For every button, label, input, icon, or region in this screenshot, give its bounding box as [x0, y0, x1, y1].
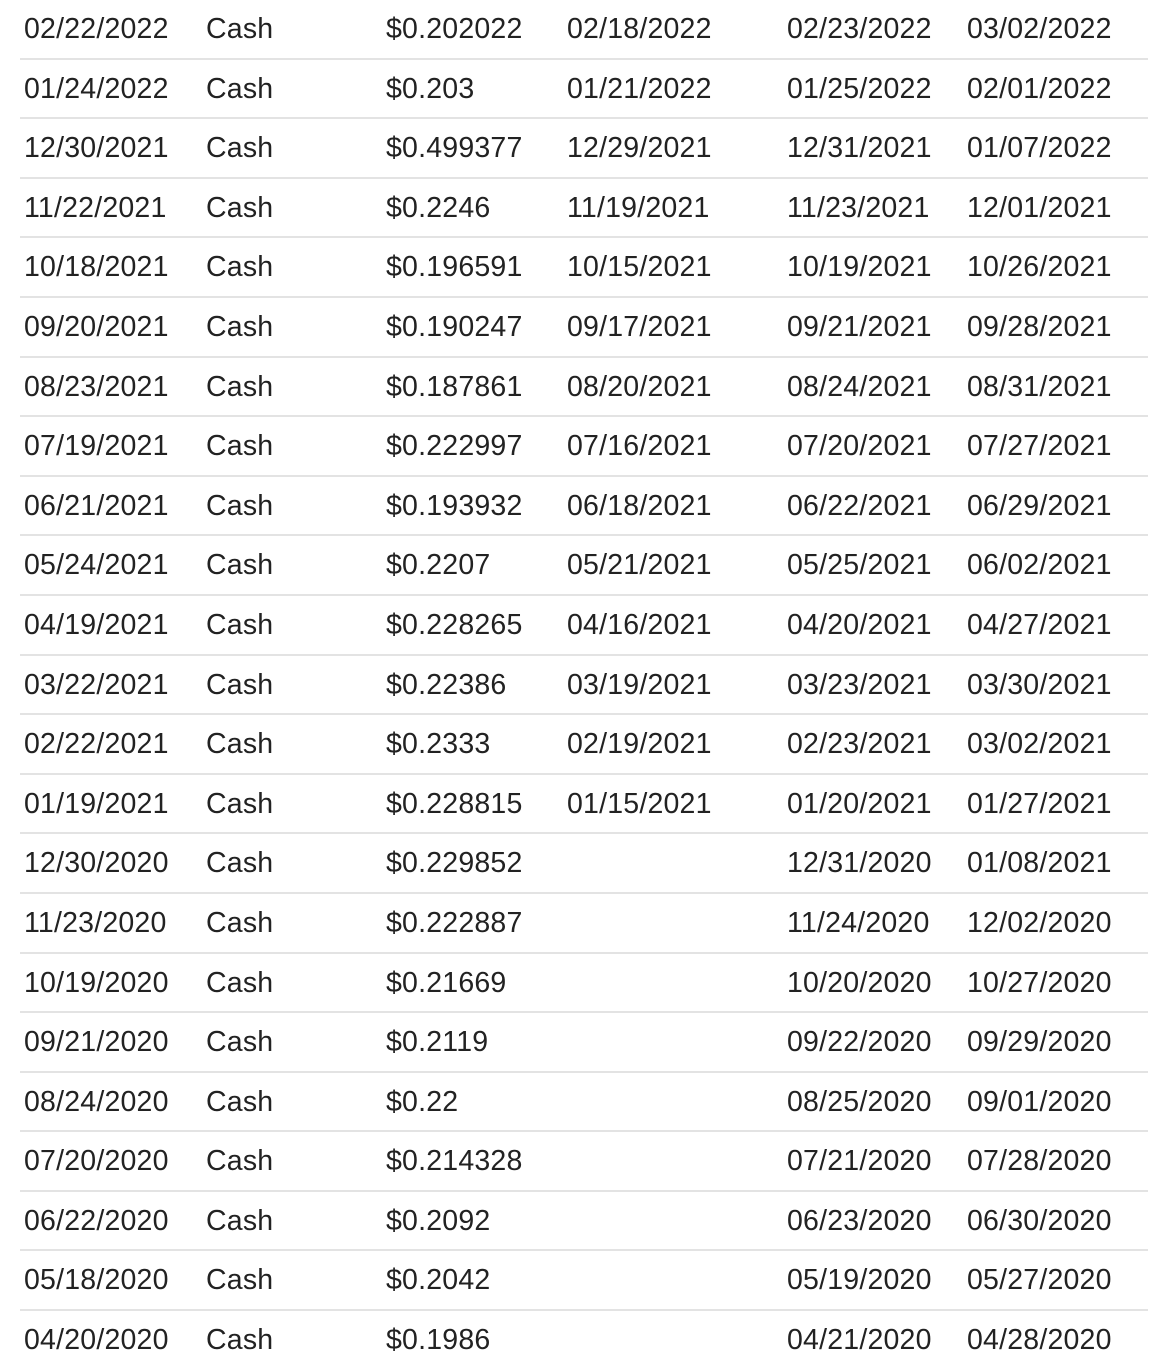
declaration-date-cell: 02/18/2022 [567, 13, 712, 45]
amount-cell: $0.2246 [386, 191, 491, 224]
table-row [20, 358, 1148, 418]
type-cell: Cash [206, 1085, 274, 1118]
amount-cell: $0.228815 [386, 787, 523, 820]
table-row [20, 656, 1148, 716]
pay-date-cell: 06/02/2021 [967, 549, 1112, 582]
amount-cell: $0.499377 [386, 132, 523, 165]
type-cell: Cash [206, 251, 274, 284]
table-row [20, 1251, 1148, 1311]
type-cell: Cash [206, 549, 274, 582]
pay-date-cell: 02/01/2022 [967, 72, 1112, 105]
ex-date-cell: 08/24/2020 [24, 1085, 169, 1118]
dividend-history-table [20, 0, 1148, 1371]
table-row [20, 477, 1148, 537]
pay-date-cell: 04/27/2021 [967, 608, 1112, 641]
table-row [20, 298, 1148, 358]
ex-date-cell: 09/20/2021 [24, 310, 169, 343]
record-date-cell: 12/31/2021 [787, 132, 932, 165]
ex-date-cell: 12/30/2021 [24, 132, 169, 165]
record-date-cell: 11/23/2021 [787, 191, 930, 224]
pay-date-cell: 03/02/2021 [967, 728, 1112, 761]
ex-date-cell: 08/23/2021 [24, 370, 169, 403]
table-row [20, 1192, 1148, 1252]
type-cell: Cash [206, 191, 274, 224]
type-cell: Cash [206, 310, 274, 343]
table-row [20, 1311, 1148, 1371]
table-row [20, 715, 1148, 775]
type-cell: Cash [206, 608, 274, 641]
amount-cell: $0.203 [386, 72, 475, 105]
amount-cell: $0.2119 [386, 1026, 489, 1059]
record-date-cell: 06/23/2020 [787, 1204, 932, 1237]
type-cell: Cash [206, 966, 274, 999]
declaration-date-cell: 01/15/2021 [567, 787, 712, 820]
ex-date-cell: 01/24/2022 [24, 72, 169, 105]
ex-date-cell: 04/20/2020 [24, 1324, 169, 1357]
record-date-cell: 08/24/2021 [787, 370, 932, 403]
declaration-date-cell: 10/15/2021 [567, 251, 712, 284]
ex-date-cell: 05/18/2020 [24, 1264, 169, 1297]
record-date-cell: 03/23/2021 [787, 668, 932, 701]
ex-date-cell: 07/19/2021 [24, 430, 169, 463]
amount-cell: $0.2092 [386, 1204, 491, 1237]
amount-cell: $0.214328 [386, 1145, 523, 1178]
record-date-cell: 07/21/2020 [787, 1145, 932, 1178]
amount-cell: $0.2207 [386, 549, 491, 582]
type-cell: Cash [206, 489, 274, 522]
amount-cell: $0.22386 [386, 668, 507, 701]
record-date-cell: 01/25/2022 [787, 72, 932, 105]
amount-cell: $0.229852 [386, 847, 523, 880]
pay-date-cell: 07/27/2021 [967, 430, 1112, 463]
type-cell: Cash [206, 1026, 274, 1059]
record-date-cell: 07/20/2021 [787, 430, 932, 463]
pay-date-cell: 09/29/2020 [967, 1026, 1112, 1059]
declaration-date-cell: 04/16/2021 [567, 608, 712, 641]
pay-date-cell: 09/28/2021 [967, 310, 1112, 343]
amount-cell: $0.2333 [386, 728, 491, 761]
declaration-date-cell: 01/21/2022 [567, 72, 712, 105]
record-date-cell: 02/23/2021 [787, 728, 932, 761]
record-date-cell: 05/19/2020 [787, 1264, 932, 1297]
record-date-cell: 10/19/2021 [787, 251, 932, 284]
type-cell: Cash [206, 668, 274, 701]
declaration-date-cell: 02/19/2021 [567, 728, 712, 761]
pay-date-cell: 01/27/2021 [967, 787, 1112, 820]
pay-date-cell: 06/29/2021 [967, 489, 1112, 522]
pay-date-cell: 05/27/2020 [967, 1264, 1112, 1297]
type-cell: Cash [206, 787, 274, 820]
record-date-cell: 10/20/2020 [787, 966, 932, 999]
record-date-cell: 04/20/2021 [787, 608, 932, 641]
type-cell: Cash [206, 1204, 274, 1237]
table-row [20, 596, 1148, 656]
record-date-cell: 04/21/2020 [787, 1324, 932, 1357]
record-date-cell: 09/21/2021 [787, 310, 932, 343]
ex-date-cell: 10/18/2021 [24, 251, 169, 284]
pay-date-cell: 12/01/2021 [967, 191, 1112, 224]
ex-date-cell: 02/22/2021 [24, 728, 169, 761]
declaration-date-cell: 03/19/2021 [567, 668, 712, 701]
pay-date-cell: 10/27/2020 [967, 966, 1112, 999]
table-row [20, 1013, 1148, 1073]
table-row [20, 775, 1148, 835]
amount-cell: $0.196591 [386, 251, 523, 284]
type-cell: Cash [206, 430, 274, 463]
declaration-date-cell: 09/17/2021 [567, 310, 712, 343]
table-row [20, 60, 1148, 120]
amount-cell: $0.2042 [386, 1264, 491, 1297]
type-cell: Cash [206, 1264, 274, 1297]
amount-cell: $0.222887 [386, 906, 523, 939]
record-date-cell: 08/25/2020 [787, 1085, 932, 1118]
type-cell: Cash [206, 72, 274, 105]
amount-cell: $0.21669 [386, 966, 507, 999]
record-date-cell: 11/24/2020 [787, 906, 930, 939]
type-cell: Cash [206, 847, 274, 880]
table-row [20, 119, 1148, 179]
declaration-date-cell: 07/16/2021 [567, 430, 712, 463]
amount-cell: $0.1986 [386, 1324, 491, 1357]
pay-date-cell: 12/02/2020 [967, 906, 1112, 939]
type-cell: Cash [206, 1145, 274, 1178]
record-date-cell: 12/31/2020 [787, 847, 932, 880]
table-row [20, 238, 1148, 298]
pay-date-cell: 04/28/2020 [967, 1324, 1112, 1357]
table-row [20, 1073, 1148, 1133]
pay-date-cell: 09/01/2020 [967, 1085, 1112, 1118]
type-cell: Cash [206, 728, 274, 761]
record-date-cell: 01/20/2021 [787, 787, 932, 820]
ex-date-cell: 06/22/2020 [24, 1204, 169, 1237]
type-cell: Cash [206, 906, 274, 939]
record-date-cell: 06/22/2021 [787, 489, 932, 522]
ex-date-cell: 06/21/2021 [24, 489, 169, 522]
type-cell: Cash [206, 13, 274, 45]
pay-date-cell: 03/30/2021 [967, 668, 1112, 701]
table-row [20, 536, 1148, 596]
table-row [20, 954, 1148, 1014]
declaration-date-cell: 12/29/2021 [567, 132, 712, 165]
amount-cell: $0.187861 [386, 370, 523, 403]
pay-date-cell: 10/26/2021 [967, 251, 1112, 284]
type-cell: Cash [206, 1324, 274, 1357]
amount-cell: $0.202022 [386, 13, 523, 45]
ex-date-cell: 03/22/2021 [24, 668, 169, 701]
pay-date-cell: 03/02/2022 [967, 13, 1112, 45]
type-cell: Cash [206, 370, 274, 403]
ex-date-cell: 04/19/2021 [24, 608, 169, 641]
ex-date-cell: 01/19/2021 [24, 787, 169, 820]
table-row [20, 0, 1148, 60]
declaration-date-cell: 06/18/2021 [567, 489, 712, 522]
amount-cell: $0.22 [386, 1085, 459, 1118]
record-date-cell: 05/25/2021 [787, 549, 932, 582]
ex-date-cell: 10/19/2020 [24, 966, 169, 999]
table-row [20, 179, 1148, 239]
table-row [20, 417, 1148, 477]
amount-cell: $0.193932 [386, 489, 523, 522]
table-row [20, 894, 1148, 954]
ex-date-cell: 05/24/2021 [24, 549, 169, 582]
declaration-date-cell: 08/20/2021 [567, 370, 712, 403]
amount-cell: $0.190247 [386, 310, 523, 343]
table-row [20, 834, 1148, 894]
pay-date-cell: 01/08/2021 [967, 847, 1112, 880]
ex-date-cell: 12/30/2020 [24, 847, 169, 880]
ex-date-cell: 02/22/2022 [24, 13, 169, 45]
ex-date-cell: 07/20/2020 [24, 1145, 169, 1178]
pay-date-cell: 08/31/2021 [967, 370, 1112, 403]
pay-date-cell: 06/30/2020 [967, 1204, 1112, 1237]
declaration-date-cell: 11/19/2021 [567, 191, 710, 224]
declaration-date-cell: 05/21/2021 [567, 549, 712, 582]
amount-cell: $0.222997 [386, 430, 523, 463]
type-cell: Cash [206, 132, 274, 165]
amount-cell: $0.228265 [386, 608, 523, 641]
ex-date-cell: 11/23/2020 [24, 906, 167, 939]
table-row [20, 1132, 1148, 1192]
pay-date-cell: 01/07/2022 [967, 132, 1112, 165]
record-date-cell: 09/22/2020 [787, 1026, 932, 1059]
pay-date-cell: 07/28/2020 [967, 1145, 1112, 1178]
ex-date-cell: 09/21/2020 [24, 1026, 169, 1059]
ex-date-cell: 11/22/2021 [24, 191, 167, 224]
record-date-cell: 02/23/2022 [787, 13, 932, 45]
